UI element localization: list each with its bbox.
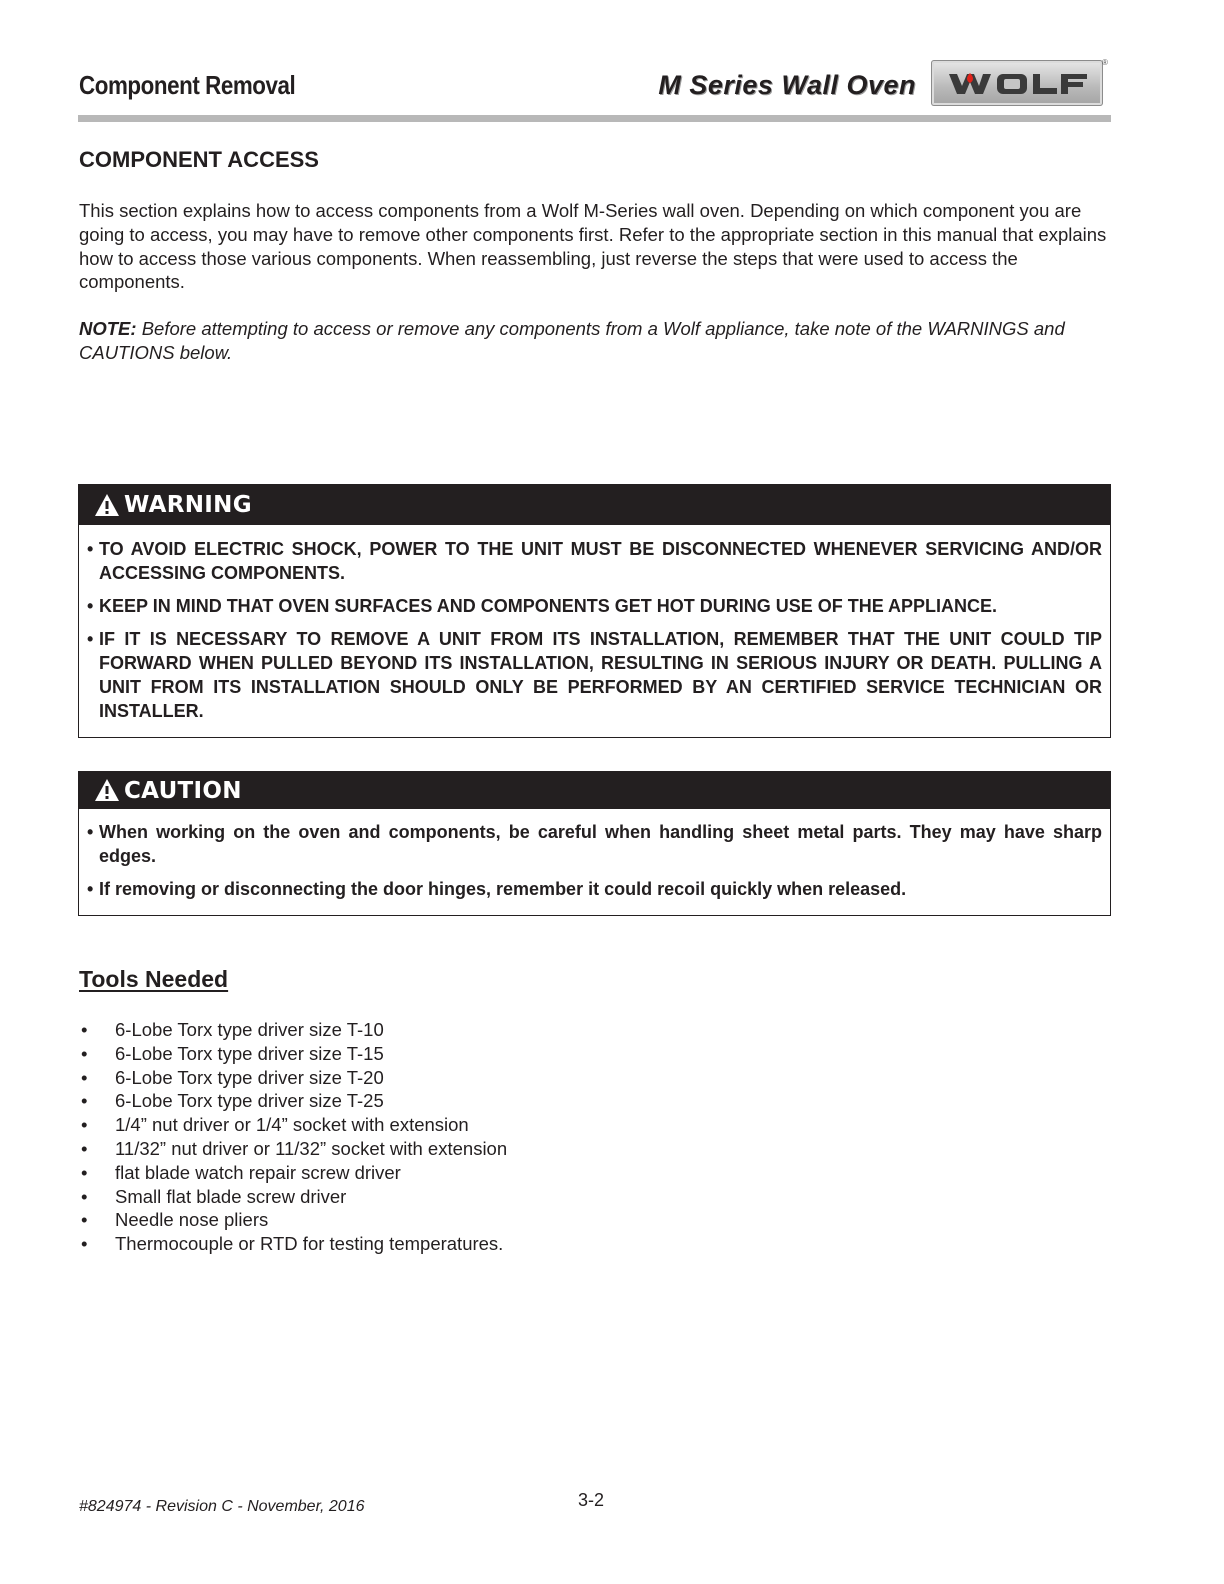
page-section-title: Component Removal [79, 70, 296, 100]
tool-item: • 6-Lobe Torx type driver size T-15 [79, 1042, 507, 1066]
tool-item: • 6-Lobe Torx type driver size T-10 [79, 1018, 507, 1042]
warning-item: • TO AVOID ELECTRIC SHOCK, POWER TO THE UNIT MUST BE DISCONNECTED WHENEVER SERVICING AND/OR ACCESSING COMPONENTS. [87, 537, 1102, 585]
intro-paragraph: This section explains how to access components from a Wolf M-Series wall oven. Depending on which component you are going to access, you may have to remove other components first. Refer to the appropriate section in this manual that explains how to access those various components. When reassembling, just reverse the steps that were used to access the components. [79, 200, 1107, 293]
tool-item: • flat blade watch repair screw driver [79, 1161, 507, 1185]
registered-mark: ® [1102, 58, 1108, 67]
document-revision: #824974 - Revision C - November, 2016 [79, 1498, 365, 1515]
tool-item: • Needle nose pliers [79, 1208, 507, 1232]
header-divider [78, 115, 1111, 122]
tool-item: • Small flat blade screw driver [79, 1185, 507, 1209]
tool-item: • 1/4” nut driver or 1/4” socket with extension [79, 1113, 507, 1137]
caution-triangle-icon [94, 778, 120, 802]
warning-triangle-icon [94, 493, 120, 517]
tool-item: • 6-Lobe Torx type driver size T-25 [79, 1089, 507, 1113]
page-number: 3-2 [578, 1490, 605, 1510]
caution-list [79, 809, 1110, 901]
caution-box [78, 771, 1111, 916]
warning-list [79, 525, 1110, 723]
caution-item: • When working on the oven and components, be careful when handling sheet metal parts. They may have sharp edges. [87, 820, 1102, 868]
tool-item: • 6-Lobe Torx type driver size T-20 [79, 1066, 507, 1090]
note-text: Before attempting to access or remove any components from a Wolf appliance, take note of the WARNINGS and CAUTIONS below. [79, 318, 1065, 363]
component-access-heading: COMPONENT ACCESS [79, 147, 319, 172]
warning-title: WARNING [124, 492, 252, 518]
warning-item: • KEEP IN MIND THAT OVEN SURFACES AND COMPONENTS GET HOT DURING USE OF THE APPLIANCE. [87, 594, 1102, 618]
caution-item: • If removing or disconnecting the door hinges, remember it could recoil quickly when released. [87, 877, 1102, 901]
warning-box [78, 484, 1111, 738]
wolf-logo [931, 60, 1103, 106]
note-label: NOTE: [79, 318, 137, 339]
tools-list [79, 1018, 507, 1256]
product-series-title: M Series Wall Oven [658, 70, 916, 100]
warning-header [79, 485, 1110, 525]
wolf-logo-mark [931, 60, 1103, 106]
caution-header [79, 772, 1110, 809]
note-paragraph [79, 317, 1109, 365]
caution-title: CAUTION [124, 777, 242, 804]
tools-needed-heading: Tools Needed [79, 966, 229, 992]
tool-item: • 11/32” nut driver or 11/32” socket with extension [79, 1137, 507, 1161]
tool-item: • Thermocouple or RTD for testing temperatures. [79, 1232, 507, 1256]
warning-item: • IF IT IS NECESSARY TO REMOVE A UNIT FROM ITS INSTALLATION, REMEMBER THAT THE UNIT COULD TIP FORWARD WHEN PULLED BEYOND ITS INSTALLATION, RESULTING IN SERIOUS INJURY OR DEATH. PULLING A UNIT FROM ITS INSTALLATION SHOULD ONLY BE PERFORMED BY AN CERTIFIED SERVICE TECHNICIAN OR INSTALLER. [87, 627, 1102, 723]
